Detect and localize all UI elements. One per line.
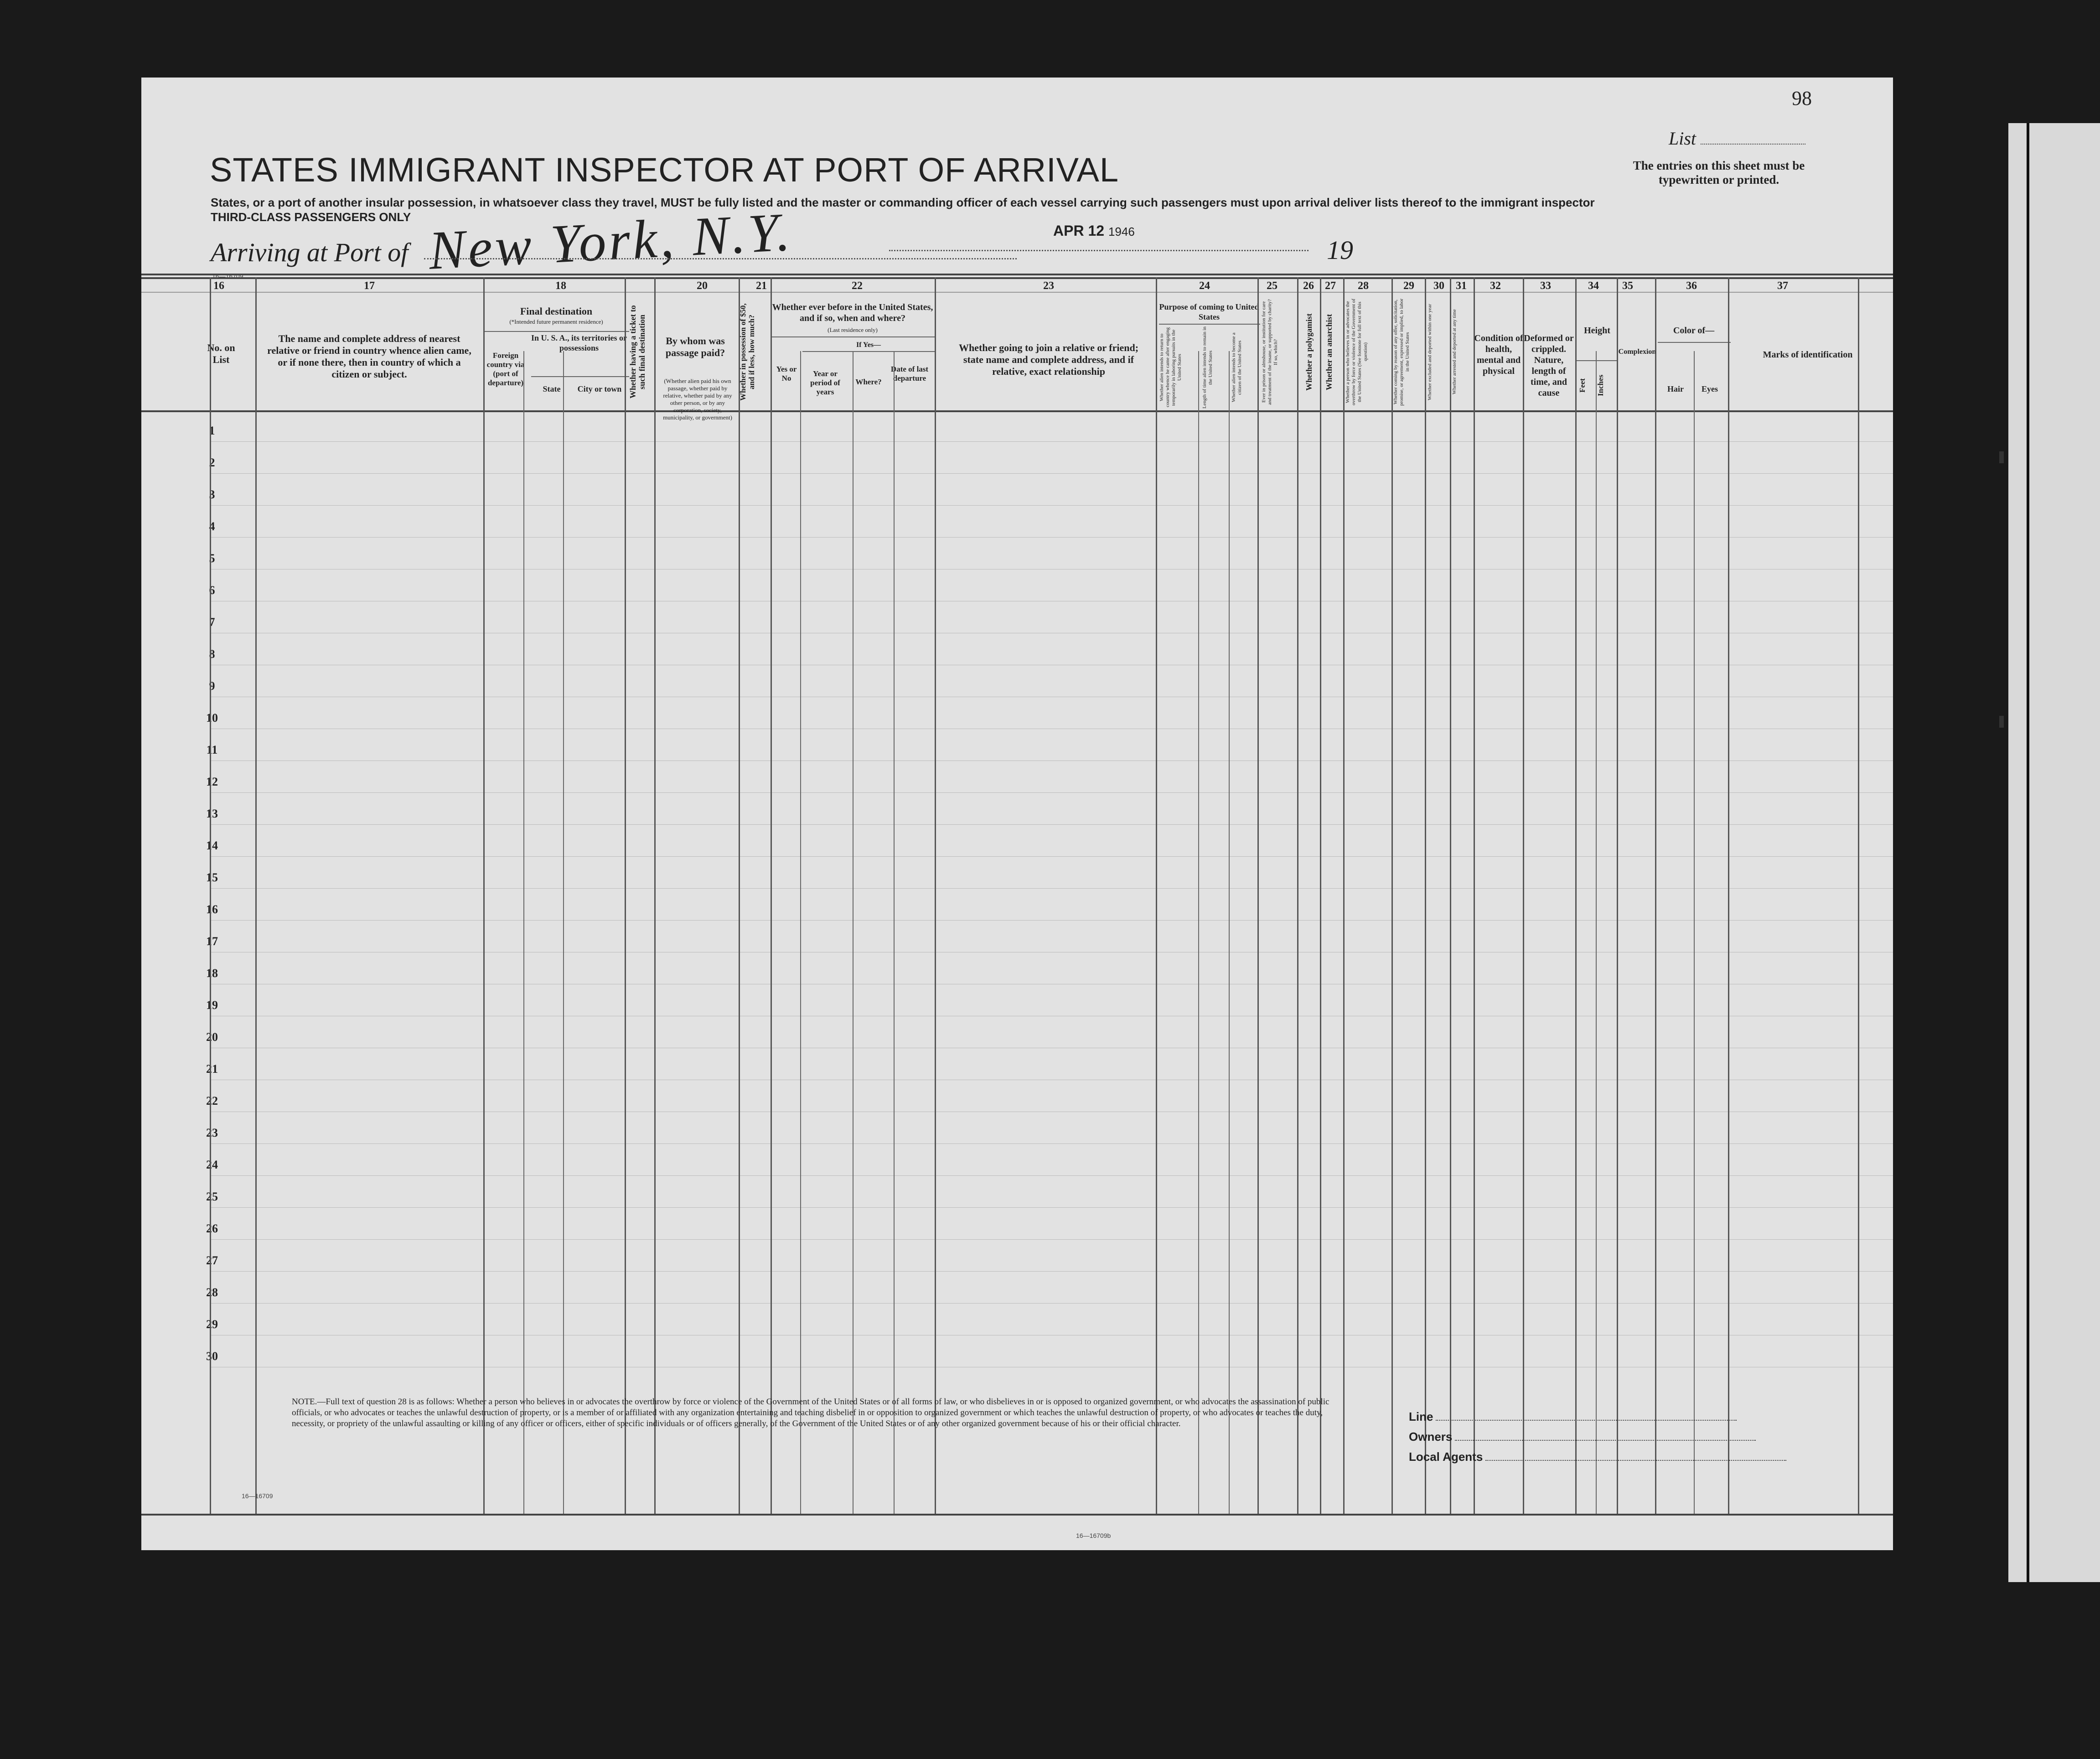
column-rule [1450, 277, 1451, 1514]
form-code-top: 16—16709 [212, 273, 243, 280]
subtitle-line-1: States, or a port of another insular possession, in whatsoever class they travel, MUST be fully listed and the master or commanding officer of each vessel carrying such passengers must upon arrival deliver lists thereof to the immigrant inspector [211, 196, 1595, 209]
form-code-footer: 16—16709b [1076, 1532, 1111, 1539]
row-rule [210, 1175, 1893, 1176]
row-number: 30 [206, 1350, 218, 1363]
col-number-37: 37 [1777, 280, 1788, 292]
row-number: 28 [206, 1286, 218, 1299]
header-c19: Whether having a ticket to such final destination [628, 305, 647, 399]
header-c32: Condition of health, mental and physical [1474, 333, 1523, 376]
header-c22-title: Whether ever before in the United States, and if so, when and where? [772, 302, 933, 323]
row-rule [210, 473, 1893, 474]
row-number: 1 [209, 424, 215, 437]
header-c18-title: Final destination [520, 305, 593, 317]
header-c22-ifyes: If Yes— [856, 341, 881, 349]
row-number: 16 [206, 903, 218, 916]
row-rule [210, 856, 1893, 857]
row-number: 13 [206, 807, 218, 820]
column-rule [1858, 277, 1859, 1514]
page-number: 98 [1792, 87, 1812, 109]
header-c18-note: (*Intended future permanent residence) [509, 318, 603, 325]
header-c17: The name and complete address of nearest relative or friend in country whence alien came, or if none there, then in country of which a citizen or subject. [267, 333, 471, 380]
header-c18-foreign: Foreign country via (port of departure) [486, 351, 525, 387]
column-rule [1391, 277, 1393, 1514]
header-c22-date: Date of last departure [890, 365, 929, 383]
column-rule [1596, 351, 1597, 1514]
col-number-31: 31 [1456, 280, 1467, 292]
column-rule [1474, 277, 1475, 1514]
header-c24a: Whether alien intends to return to country whence he came after engaging temporarily in laboring pursuits in the United States [1159, 327, 1182, 408]
owners-label: Owners [1409, 1430, 1453, 1443]
footer-note: NOTE.—Full text of question 28 is as follows: Whether a person who believes in or advocates the overthrow by force or violence of the Government of the United States or of all forms of law, or who disbelieves in or is opposed to organized government, or who advocates the assassination of public officials, or who advocates or teaches the unlawful destruction of property, or is a member of or affiliated with any organization entertaining and teaching disbelief in or opposition to organized government or which teaches the unlawful destruction of property, or who advocates or teaches the duty, necessity, or propriety of the unlawful assaulting or killing of any officer or officers, either of specific individuals or of officers generally, of the Government of the United States or of any other organized government because of his or their official character. [292, 1397, 1329, 1428]
row-rule [210, 888, 1893, 889]
header-c22-note: (Last residence only) [828, 326, 878, 333]
port-handwritten: New York, N.Y. [427, 201, 794, 281]
list-label: List [1669, 128, 1697, 149]
header-c22-where: Where? [855, 378, 882, 386]
column-rule [1728, 277, 1729, 1514]
row-number: 4 [209, 520, 215, 533]
header-c25: Ever in prison or almshouse, or institution for care and treatment of the insane, or supported by charity? If so, which? [1261, 299, 1278, 405]
header-c36-title: Color of— [1673, 326, 1715, 336]
row-number: 11 [206, 743, 218, 756]
manifest-table [141, 274, 1893, 1514]
header-c34-feet: Feet [1578, 378, 1587, 393]
column-rule [523, 351, 524, 1514]
header-c36-eyes: Eyes [1702, 384, 1718, 393]
row-number: 10 [206, 711, 218, 724]
row-number: 7 [209, 616, 215, 629]
row-number: 8 [209, 647, 215, 661]
row-rule [210, 537, 1893, 538]
row-number: 2 [209, 456, 215, 469]
column-rule [1229, 351, 1230, 1514]
row-rule [210, 824, 1893, 825]
column-rule [771, 277, 772, 1514]
column-rule [1198, 351, 1199, 1514]
row-number: 14 [206, 839, 218, 852]
column-rule [654, 277, 656, 1514]
col-number-28: 28 [1358, 280, 1369, 292]
header-c20-note: (Whether alien paid his own passage, whether paid by relative, whether paid by any other person, or by any corporation, society, municipality, or government) [663, 378, 732, 421]
row-number: 9 [209, 679, 215, 693]
row-number: 17 [206, 935, 218, 948]
header-c24c: Whether alien intends to become a citizen of the United States [1231, 332, 1242, 403]
header-c22-yesno: Yes or No [776, 365, 797, 383]
column-rule [894, 351, 895, 1514]
row-number: 21 [206, 1062, 218, 1076]
header-c21: Whether in possession of $50, and if less, how much? [739, 303, 756, 401]
column-rule [483, 277, 485, 1514]
row-number: 6 [209, 584, 215, 597]
header-c18-usa: In U. S. A., its territories or possessions [531, 333, 627, 352]
entries-note: The entries on this sheet must be typewritten or printed. [1633, 159, 1805, 186]
col-number-35: 35 [1622, 280, 1633, 292]
line-field [1409, 1410, 1737, 1424]
col-number-27: 27 [1325, 280, 1336, 292]
col-number-36: 36 [1686, 280, 1697, 292]
col-number-29: 29 [1403, 280, 1414, 292]
manifest-sheet [141, 78, 1893, 1550]
header-c28: Whether a person who believes in or advocates the overthrow by force or violence of the Government of the United States (See footnote for full text of this question) [1345, 299, 1368, 405]
col-number-18: 18 [555, 280, 566, 292]
owners-field [1409, 1430, 1756, 1444]
column-rule [1156, 277, 1157, 1514]
row-number: 12 [206, 775, 218, 788]
header-c16: No. on List [207, 342, 235, 365]
col-number-17: 17 [364, 280, 375, 292]
column-rule [1617, 277, 1618, 1514]
col-number-33: 33 [1540, 280, 1551, 292]
column-rule [1523, 277, 1524, 1514]
row-number: 20 [206, 1030, 218, 1044]
col-number-34: 34 [1588, 280, 1599, 292]
row-rule [210, 505, 1893, 506]
year-prefix: 19 [1327, 235, 1353, 265]
adjacent-page-strip [2008, 123, 2100, 1582]
row-number: 25 [206, 1190, 218, 1203]
row-number: 27 [206, 1254, 218, 1267]
column-rule [255, 277, 257, 1514]
row-rule [210, 1239, 1893, 1240]
row-rule [210, 441, 1893, 442]
column-rule [210, 277, 211, 1514]
column-rule [1694, 351, 1695, 1514]
column-rule [1320, 277, 1321, 1514]
form-code-bottom: 16—16709 [242, 1492, 273, 1500]
port-underline [424, 258, 1017, 259]
col-number-30: 30 [1433, 280, 1444, 292]
row-number: 3 [209, 488, 215, 501]
col-number-32: 32 [1490, 280, 1501, 292]
header-c26: Whether a polygamist [1304, 313, 1314, 391]
header-c29: Whether coming by reason of any offer, solicitation, promise, or agreement, expressed or implied, to labor in the United States [1393, 298, 1410, 406]
row-rule [210, 1271, 1893, 1272]
column-rule [1297, 277, 1298, 1514]
line-label: Line [1409, 1410, 1433, 1423]
header-c24b: Length of time alien intends to remain in the United States [1202, 326, 1213, 409]
subtitle-line-2: THIRD-CLASS PASSENGERS ONLY [211, 210, 411, 224]
arriving-label: Arriving at Port of [211, 238, 409, 267]
column-rule [1425, 277, 1426, 1514]
column-rule [1575, 277, 1577, 1514]
header-c31: Whether arrested and deported at any time [1452, 309, 1457, 395]
header-c34-inches: Inches [1596, 374, 1605, 396]
column-rule [1655, 277, 1656, 1514]
column-rule [739, 277, 740, 1514]
header-c27: Whether an anarchist [1324, 314, 1334, 390]
col-number-16: 16 [213, 280, 224, 292]
header-c22-period: Year or period of years [810, 369, 840, 396]
row-rule [210, 1207, 1893, 1208]
header-c36-hair: Hair [1667, 384, 1684, 393]
date-underline [889, 250, 1309, 251]
row-number: 26 [206, 1222, 218, 1235]
col-number-23: 23 [1043, 280, 1054, 292]
header-c20-title: By whom was passage paid? [665, 335, 725, 358]
list-field [1669, 128, 1805, 149]
header-c33: Deformed or crippled. Nature, length of time, and cause [1524, 333, 1574, 398]
row-number: 29 [206, 1318, 218, 1331]
row-rule [210, 1143, 1893, 1144]
row-rule [210, 920, 1893, 921]
column-rule [1257, 277, 1259, 1514]
row-number: 19 [206, 998, 218, 1012]
header-c34-title: Height [1584, 326, 1610, 336]
arrival-date-stamp [1053, 222, 1135, 239]
column-rule [935, 277, 936, 1514]
col-number-20: 20 [697, 280, 708, 292]
row-number: 23 [206, 1126, 218, 1139]
header-c37: Marks of identification [1763, 350, 1853, 360]
agents-label: Local Agents [1409, 1450, 1483, 1464]
row-number: 22 [206, 1094, 218, 1107]
row-number: 24 [206, 1158, 218, 1171]
row-rule [210, 1303, 1893, 1304]
row-number: 15 [206, 871, 218, 884]
header-c24-title: Purpose of coming to United States [1159, 302, 1259, 321]
agents-field [1409, 1450, 1786, 1464]
header-c35: Complexion [1618, 348, 1656, 356]
header-c18-city: City or town [577, 384, 622, 393]
row-rule [210, 792, 1893, 793]
header-c30: Whether excluded and deported within one year [1427, 304, 1433, 400]
col-number-22: 22 [852, 280, 863, 292]
stamp-year: 1946 [1108, 225, 1135, 238]
column-rule [800, 351, 801, 1514]
stamp-month-day: APR 12 [1053, 222, 1105, 239]
column-rule [625, 277, 626, 1514]
header-c23: Whether going to join a relative or friend; state name and complete address, and if relative, exact relationship [958, 342, 1139, 377]
page-title: STATES IMMIGRANT INSPECTOR AT PORT OF ARRIVAL [210, 151, 1119, 189]
row-number: 5 [209, 552, 215, 565]
col-number-24: 24 [1199, 280, 1210, 292]
row-number: 18 [206, 967, 218, 980]
col-number-25: 25 [1267, 280, 1278, 292]
header-c18-state: State [543, 384, 561, 393]
col-number-26: 26 [1303, 280, 1314, 292]
column-rule [563, 351, 564, 1514]
col-number-21: 21 [756, 280, 767, 292]
column-rule [1343, 277, 1345, 1514]
